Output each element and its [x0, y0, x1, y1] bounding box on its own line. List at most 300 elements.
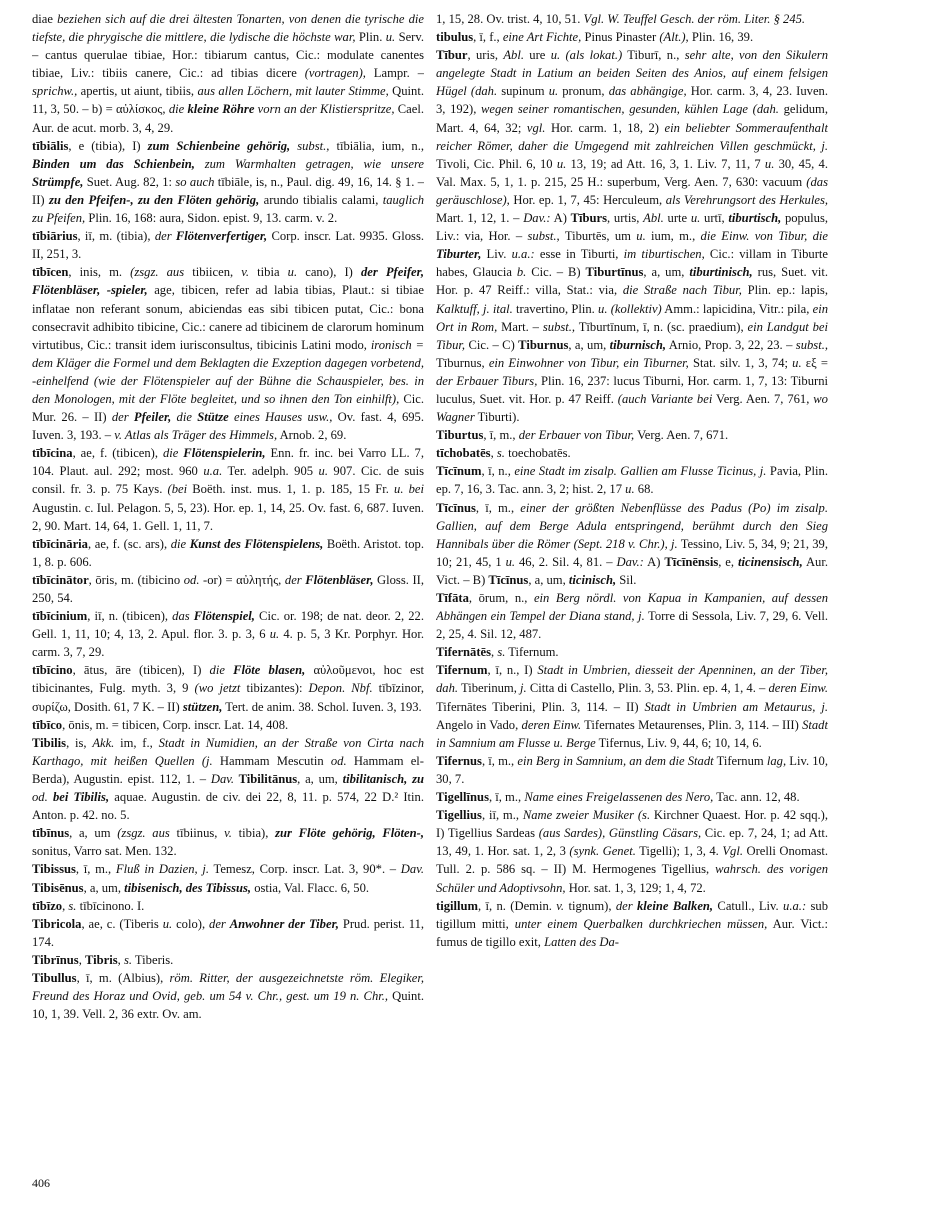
entry-text: Quint. 11, 3, 50. – b) = αὐλίσκος,: [32, 84, 424, 117]
entry-text: , is,: [66, 735, 93, 750]
entry-text: Plin.: [355, 30, 386, 45]
entry-text: , ī, m.,: [481, 753, 518, 768]
entry-headword: Tifernātēs: [436, 645, 492, 660]
entry-text: Catull., Liv.: [713, 898, 784, 913]
entry-text: toechobatēs.: [504, 446, 571, 461]
entry-text: (auch Variante bei: [617, 391, 713, 406]
entry-text: die Einw. von Tibur, die: [700, 229, 828, 244]
dictionary-entry: [436, 589, 828, 643]
entry-text: Tiberinum,: [458, 681, 521, 696]
entry-text: Name eines Freigelassenen des Nero,: [524, 790, 714, 805]
entry-headword: tībīco: [32, 717, 63, 732]
entry-text: Kalktuff, j. ital.: [436, 301, 513, 316]
entry-text: Citta di Castello, Plin. 3, 53. Plin. ep. 4, 1, 4. –: [526, 681, 769, 696]
dictionary-entry: [32, 661, 424, 715]
entry-text: der: [154, 229, 176, 244]
entry-text: , ī, m.,: [75, 862, 116, 877]
entry-text: diae: [32, 12, 58, 26]
entry-text: v.: [224, 826, 232, 841]
entry-text: deren Einw.: [768, 681, 828, 696]
entry-text: Vgl.: [722, 844, 743, 859]
entry-text: Tert. de anim. 38. Schol. Iuven. 3, 193.: [222, 699, 422, 714]
entry-text: s.: [496, 446, 505, 461]
entry-text: 907. Cic. de suis consil. fr. 3. p. 75 Kays.: [32, 464, 424, 497]
entry-headword: Tībur: [436, 48, 468, 63]
entry-text: Tifernum: [713, 753, 767, 768]
entry-text: 68.: [634, 482, 654, 497]
entry-text: Hammam Mescutin: [212, 753, 331, 768]
entry-text: vorn an der Klistierspritze,: [254, 102, 395, 117]
entry-text: Temesz, Corp. inscr. Lat. 3, 90*. –: [209, 862, 401, 877]
entry-text: sub tigillum mitti,: [436, 898, 828, 931]
entry-text: Liv. 10, 30, 7.: [436, 753, 828, 786]
entry-headword: tībīcināria: [32, 536, 88, 551]
entry-text: Liv.: [481, 247, 512, 262]
entry-text: , ae, c. (Tiberis: [81, 916, 163, 931]
entry-text: Serv. – cantus querulae tibiae, Hor.: tibiarum cantus, Cic.: modulate canentes tibiae, Liv.: tibiis canere, Cic.: ad tibias dicere: [32, 30, 424, 81]
right-column: [436, 10, 828, 1170]
entry-text: sprichw.,: [32, 84, 78, 99]
entry-text: tauglich zu Pfeifen,: [32, 192, 424, 226]
entry-headword: Tigellius: [436, 808, 482, 823]
entry-text: der: [284, 572, 306, 587]
entry-text: Tiburtīnus: [585, 265, 644, 280]
entry-text: Tivoli, Cic. Phil. 6, 10: [436, 156, 557, 171]
entry-headword: tībīcino: [32, 663, 73, 678]
entry-text: Tīburnus,: [436, 355, 489, 370]
entry-text: Torre di Sessola, Liv. 7, 29, 6. Vell. 2, 25, 4. Sil. 12, 487.: [436, 609, 828, 642]
entry-text: Tiburtēs, um: [559, 229, 637, 244]
dictionary-entry: [436, 28, 828, 46]
entry-text: Hor. carm. 1, 18, 2): [545, 120, 665, 135]
dictionary-entry: [32, 263, 424, 444]
entry-text: Tigelli); 1, 3, 4.: [635, 844, 723, 859]
dictionary-entry: [32, 10, 424, 137]
entry-text: ein Ort in Rom,: [436, 301, 828, 334]
entry-text: Dav.: [210, 771, 235, 786]
entry-headword: tībiārius: [32, 229, 78, 244]
entry-text: Stat. silv. 1, 3, 74;: [688, 355, 793, 370]
entry-headword: Tīcīnum: [436, 464, 482, 479]
entry-text: Tiburī, n.,: [622, 48, 685, 63]
entry-text: Tifernum.: [505, 645, 559, 660]
entry-text: Tac. ann. 12, 48.: [713, 790, 800, 805]
entry-text: subst.,: [527, 229, 560, 244]
entry-headword: Tifernus: [436, 753, 482, 768]
entry-text: unter einem Querbalken durchkriechen müssen,: [514, 916, 768, 931]
dictionary-entry: [436, 788, 828, 806]
entry-text: tībīcinono. I.: [76, 898, 145, 913]
entry-text: , iī, m. (tibia),: [77, 229, 155, 244]
dictionary-entry: [32, 915, 424, 951]
dictionary-entry: [32, 951, 424, 969]
entry-text: Plin. ep.: lapis,: [741, 283, 828, 298]
entry-headword: tībīcen: [32, 265, 69, 280]
entry-text: Tiburnus: [518, 337, 569, 352]
entry-text: u.: [269, 627, 280, 642]
entry-text: Sil.: [616, 572, 637, 587]
dictionary-entry: [436, 10, 828, 28]
entry-text: subst.,: [290, 138, 330, 153]
entry-text: u.: [162, 916, 173, 931]
entry-text: die Straße nach Tibur,: [622, 283, 742, 298]
dictionary-entry: [436, 752, 828, 788]
entry-text: , urtis,: [607, 211, 644, 226]
entry-text: εξ =: [801, 355, 828, 370]
entry-text: 1, 15, 28. Ov. trist. 4, 10, 51.: [436, 12, 584, 26]
entry-text: ,: [78, 952, 85, 967]
entry-text: im, f.,: [114, 735, 159, 750]
entry-text: , a, um,: [528, 572, 569, 587]
entry-headword: tībīcinium: [32, 609, 88, 624]
entry-text: , uris,: [467, 48, 504, 63]
entry-text: (bei: [167, 482, 188, 497]
entry-text: A): [550, 211, 571, 226]
entry-text: die: [209, 663, 234, 678]
dictionary-entry: [436, 426, 828, 444]
dictionary-entry: [436, 46, 828, 426]
entry-text: Plin. 16, 168: aura, Sidon. epist. 9, 13. carm. v. 2.: [85, 211, 338, 226]
entry-text: ironisch = dem Kläger die Formel und dem Beklagten die Exzeption dagegen vorbetend, -einhelfend (wie der Flötenspieler auf der Bühne die Schauspieler, bes. in den Monologen, mit der Flöte begleitet, und so ihnen den Ton einhilft),: [32, 337, 424, 406]
entry-text: Tifernātes Tiberini, Plin. 3, 114. – II): [436, 699, 645, 714]
dictionary-entry: [436, 462, 828, 498]
entry-text: tibia: [249, 265, 288, 280]
entry-headword: Tibullus: [32, 970, 77, 985]
entry-text: ein Berg nördl. von Kapua in Kampanien, auf dessen Abhängen ein Tempel der Diana stand, j.: [436, 591, 828, 624]
entry-text: wo Wagner: [436, 391, 828, 425]
entry-text: rus, Suet. vit. Hor. p. 47 Reiff.: villa, Stat.: via,: [436, 265, 828, 298]
entry-text: Boëth. inst. mus. 1, 1. p. 185, 15 Fr.: [187, 482, 395, 497]
entry-text: u.: [792, 355, 802, 370]
dictionary-entry: [32, 444, 424, 534]
entry-text: supinum: [497, 84, 549, 99]
entry-text: Plin. 16, 39.: [688, 30, 754, 45]
left-column: [32, 10, 424, 1170]
entry-text: (vortragen),: [304, 66, 366, 81]
entry-text: bei Tibilis,: [47, 790, 110, 805]
entry-text: Binden um das Schienbein,: [32, 156, 195, 171]
entry-text: , ae, f. (tibicen),: [72, 446, 163, 461]
dictionary-entry: [32, 734, 424, 824]
entry-text: subst.,: [542, 319, 576, 334]
entry-text: Pfeiler,: [133, 410, 172, 425]
entry-text: als Verehrungsort des Herkules,: [665, 192, 828, 207]
dictionary-entry: [436, 806, 828, 896]
entry-text: so auch: [175, 174, 215, 189]
entry-text: Strümpfe,: [32, 174, 84, 189]
entry-text: die: [168, 102, 188, 117]
entry-text: , ī, m. (Albius),: [76, 970, 170, 985]
entry-text: urtī,: [700, 211, 729, 226]
dictionary-entry: [32, 824, 424, 860]
entry-text: vgl.: [526, 120, 546, 135]
entry-text: Stadt in Samnium am Flusse u. Berge: [436, 717, 828, 750]
entry-text: ticinensisch,: [737, 554, 803, 569]
entry-text: , ī, m.,: [488, 790, 525, 805]
entry-text: u.: [505, 554, 516, 569]
entry-headword: Tifernum: [436, 663, 488, 678]
dictionary-entry: [32, 137, 424, 227]
entry-text: Tīburs: [570, 211, 608, 226]
entry-text: Tifernates Metaurenses, Plin. 3, 114. – III): [581, 717, 803, 732]
entry-text: der: [111, 410, 134, 425]
entry-text: od.: [330, 753, 347, 768]
dictionary-entry: [32, 227, 424, 263]
entry-text: , ī, n.,: [481, 464, 515, 479]
entry-text: , ōris, m. (tibicino: [88, 572, 184, 587]
entry-text: wegen seiner romantischen, gesunden, kühlen Lage (dah.: [481, 102, 779, 117]
entry-text: zum Schienbeine gehörig,: [147, 138, 291, 153]
entry-text: Akk.: [92, 735, 115, 750]
entry-text: Aur. Vict.: fumus de tigillo exit,: [436, 916, 828, 949]
entry-text: Ter. adelph. 905: [222, 464, 319, 479]
entry-text: tibizantes):: [240, 681, 309, 696]
entry-text: od.: [183, 572, 200, 587]
entry-text: , iī, m.,: [481, 808, 523, 823]
entry-text: tībiāle, is, n., Paul. dig. 49, 16, 14. § 1. – II): [32, 174, 424, 207]
entry-text: , ī, n. (Demin.: [477, 898, 557, 913]
entry-text: gelidum, Mart. 4, 64, 32;: [436, 102, 828, 135]
entry-text: u.a.: [203, 464, 223, 479]
page-number: 406: [32, 1176, 50, 1190]
entry-text: u.: [287, 265, 298, 280]
entry-text: Dav.:: [523, 211, 551, 226]
entry-text: Tibris: [84, 952, 118, 967]
entry-text: Flötenbläser,: [305, 572, 374, 587]
entry-text: das abhängige,: [608, 84, 687, 99]
entry-text: 30, 45, 4. Val. Max. 5, 1, 1. p. 215, 25 H.: superbum, Verg. Aen. 7, 630: vacuum: [436, 156, 828, 189]
entry-text: (aus Sardes), Günstling Cäsars,: [538, 826, 702, 841]
entry-text: , a, um,: [297, 771, 343, 786]
dictionary-entry: [32, 535, 424, 571]
entry-text: Corp. inscr. Lat. 9935. Gloss. II, 251, 3.: [32, 229, 424, 262]
entry-text: b.: [516, 265, 527, 280]
entry-text: Plin. 16, 237: lucus Tiburni, Hor. carm. 1, 7, 13: Tiburni luculus, Suet. vit. Hor. p. 47 Reiff.: [436, 373, 828, 406]
entry-text: v. Atlas als Träger des Himmels,: [114, 428, 278, 443]
entry-text: , ōnis, m. = tibicen, Corp. inscr. Lat. 14, 408.: [62, 717, 289, 732]
entry-text: der Erbauer von Tibur,: [518, 428, 635, 443]
entry-text: Mart. 1, 12, 1. –: [436, 211, 524, 226]
entry-text: populus, Liv.: via, Hor. –: [436, 211, 828, 244]
entry-text: urte: [663, 211, 691, 226]
entry-text: die: [171, 410, 198, 425]
dictionary-entry: [32, 860, 424, 896]
entry-text: sonitus, Varro sat. Men. 132.: [32, 844, 177, 859]
entry-text: aus allen Löchern, mit lauter Stimme,: [197, 84, 389, 99]
entry-text: u.: [764, 156, 775, 171]
entry-text: Boëth. Aristot. top. 1, 8. p. 606.: [32, 536, 424, 569]
entry-text: u.: [625, 482, 635, 497]
entry-text: beziehen sich auf die drei ältesten Tonarten, von denen die tyrische die tiefste, die phrygische die mittlere, die lydische die höchste war,: [32, 12, 424, 45]
entry-text: , ātus, āre (tibicen), I): [72, 663, 210, 678]
dictionary-entry: [32, 571, 424, 607]
entry-headword: Tibilis: [32, 735, 67, 750]
entry-text: u. (als lokat.): [550, 48, 623, 63]
entry-text: j.: [520, 681, 527, 696]
entry-text: Flöte blasen,: [233, 663, 306, 678]
entry-text: Arnob. 2, 69.: [277, 428, 347, 443]
entry-text: Flötenverfertiger,: [175, 229, 268, 244]
entry-text: Aur. Vict. – B): [436, 554, 828, 587]
entry-text: Latten des Da-: [544, 934, 619, 949]
entry-headword: tībīnus: [32, 826, 70, 841]
entry-headword: tigillum: [436, 898, 478, 913]
entry-text: v.: [241, 265, 250, 280]
entry-text: sehr alte, von den Sikulern angelegte Stadt in Latium an beiden Seiten des Anios, auf einem felsigen Hügel (dah.: [436, 48, 828, 99]
entry-text: Arnio, Prop. 3, 22, 23. –: [666, 337, 796, 352]
entry-text: wahrsch. des vorigen Schüler und Adoptivsohn,: [436, 862, 828, 895]
entry-text: -or) = αὐλητής,: [199, 572, 285, 587]
entry-text: apertis, ut aiunt, tibiis,: [77, 84, 198, 99]
entry-text: aquae. Augustin. de civ. dei 22, 8, 11. p. 574, 22 D.² Itin. Anton. p. 42. no. 5.: [32, 790, 424, 823]
entry-text: tiburnisch,: [609, 337, 667, 352]
entry-text: ticinisch,: [568, 572, 617, 587]
dictionary-entry: [436, 643, 828, 661]
entry-text: Tiburti).: [474, 410, 520, 425]
entry-text: u.: [690, 211, 701, 226]
entry-text: Depon. Nbf.: [308, 681, 373, 696]
entry-text: Tiburter,: [436, 247, 482, 262]
entry-text: , a, um: [69, 826, 118, 841]
dictionary-entry: [436, 897, 828, 951]
entry-text: u.a.:: [511, 247, 535, 262]
entry-text: Cic. – C): [465, 337, 519, 352]
entry-text: Hor. ep. 1, 7, 45: Herculeum,: [509, 192, 666, 207]
dictionary-entry: [32, 969, 424, 1023]
entry-text: od.: [32, 790, 48, 805]
entry-text: Lampr. –: [365, 66, 424, 81]
entry-text: im tiburtischen,: [623, 247, 705, 262]
entry-text: (zsgz. aus: [130, 265, 185, 280]
entry-text: tībīzinor, συρίζω, Dosith. 61, 7 K. – II): [32, 681, 424, 714]
entry-text: Mart. –: [497, 319, 543, 334]
entry-text: (zsgz. aus: [117, 826, 170, 841]
entry-text: eine Art Fichte,: [502, 30, 582, 45]
entry-text: Vgl. W. Teuffel Gesch. der röm. Liter. § 245.: [583, 12, 806, 26]
entry-text: Cic. ep. 7, 24, 1; ad Att. 13, 49, 1. Hor. sat. 1, 2, 3: [436, 826, 828, 859]
entry-text: Prud. perist. 11, 174.: [32, 916, 424, 949]
entry-headword: Tibrīnus: [32, 952, 79, 967]
entry-text: colo),: [172, 916, 210, 931]
entry-text: u.: [385, 30, 396, 45]
entry-text: , iī, n. (tibicen),: [87, 609, 173, 624]
entry-text: Suet. Aug. 82, 1:: [83, 174, 176, 189]
entry-text: Cic. or. 198; de nat. deor. 2, 22. Gell. 1, 11, 10; 4, 13, 2. Apul. flor. 3. p. 3, 6: [32, 609, 424, 642]
entry-text: s.: [68, 898, 77, 913]
entry-text: tībiālia, ium, n.,: [329, 138, 424, 153]
entry-text: Abl.: [643, 211, 664, 226]
entry-text: esse in Tiburti,: [534, 247, 624, 262]
entry-text: Tessino, Liv. 5, 34, 9; 21, 39, 10; 21, 45, 1: [436, 536, 828, 569]
entry-text: ostia, Val. Flacc. 6, 50.: [251, 880, 370, 895]
entry-text: Tifernus, Liv. 9, 44, 6; 10, 14, 6.: [595, 735, 762, 750]
entry-text: Gloss. II, 250, 54.: [32, 572, 424, 605]
entry-text: Verg. Aen. 7, 671.: [634, 428, 729, 443]
entry-headword: Tibissus: [32, 862, 76, 877]
entry-headword: tībīcina: [32, 446, 73, 461]
entry-text: Angelo in Vado,: [436, 717, 522, 732]
entry-text: (wo jetzt: [194, 681, 241, 696]
entry-text: tiburtinisch,: [689, 265, 753, 280]
entry-text: Hor. sat. 1, 3, 129; 1, 4, 72.: [565, 880, 706, 895]
entry-text: u.: [318, 464, 328, 479]
entry-text: stützen,: [182, 699, 223, 714]
entry-text: u.: [548, 84, 559, 99]
entry-text: Pavia, Plin. ep. 7, 16, 3. Tac. ann. 3, 2; hist. 2, 17: [436, 464, 828, 497]
entry-text: A): [643, 554, 665, 569]
entry-text: arundo tibialis calami,: [259, 192, 383, 207]
entry-text: tibisenisch, des Tibissus,: [124, 880, 252, 895]
entry-headword: tibulus: [436, 30, 474, 45]
entry-text: ein Berg in Samnium, an dem die Stadt: [517, 753, 714, 768]
entry-text: einer der größten Nebenflüsse des Padus (Po) im zisalp. Gallien, auf dem Berge Adula entspringend, berühmt durch den Sieg Hannibals über die Römer (Sept. 218 v. Chr.), j.: [436, 500, 828, 551]
entry-text: v.: [556, 898, 565, 913]
entry-text: der: [615, 898, 637, 913]
entry-text: , ae, f. (sc. ars),: [87, 536, 171, 551]
entry-text: zu den Pfeifen-, zu den Flöten gehörig,: [48, 192, 260, 207]
entry-text: kleine Balken,: [637, 898, 714, 913]
entry-text: ein beliebter Sommeraufenthalt reicher Römer, daher die Umgegend mit zahlreichen Villen geschmückt, j.: [436, 120, 828, 153]
entry-text: Enn. fr. inc. bei Varro LL. 7, 104. Plaut. aul. 292; most. 960: [32, 446, 424, 479]
entry-text: tignum),: [564, 898, 616, 913]
entry-text: , ī, m.,: [483, 428, 519, 443]
entry-text: (Alt.),: [659, 30, 689, 45]
entry-text: (synk. Genet.: [569, 844, 636, 859]
entry-text: der: [209, 916, 230, 931]
entry-text: s.: [123, 952, 133, 967]
entry-text: Pinus Pinaster: [581, 30, 660, 45]
entry-text: (das geräuschlose),: [436, 174, 828, 207]
entry-text: , ī, f.,: [473, 30, 503, 45]
entry-text: die: [170, 536, 190, 551]
entry-text: u. bei: [394, 482, 424, 497]
entry-text: travertino, Plin.: [512, 301, 599, 316]
entry-headword: tīchobatēs: [436, 446, 491, 461]
entry-text: , a, um,: [568, 337, 610, 352]
entry-text: u.: [556, 156, 567, 171]
entry-text: s.: [497, 645, 506, 660]
entry-text: Dav.:: [616, 554, 644, 569]
entry-text: der Erbauer Tiburs,: [436, 373, 538, 388]
entry-text: ein Landgut bei Tibur,: [436, 319, 828, 352]
entry-text: , a, um,: [83, 880, 125, 895]
entry-text: Verg. Aen. 7, 761,: [712, 391, 814, 406]
entry-text: Stütze: [197, 410, 229, 425]
entry-text: ,: [491, 645, 498, 660]
entry-text: ,: [117, 952, 124, 967]
entry-text: Stadt in Umbrien am Metaurus, j.: [644, 699, 828, 714]
entry-text: Cic. – B): [526, 265, 586, 280]
entry-text: Flötenspiel,: [193, 609, 255, 624]
entry-text: u.: [636, 229, 646, 244]
entry-text: tiburtisch,: [728, 211, 782, 226]
entry-text: , e,: [718, 554, 738, 569]
entry-text: Tīburtīnum, ī, n. (sc. praedium),: [575, 319, 748, 334]
entry-text: Tiberis.: [132, 952, 174, 967]
entry-headword: Tigellīnus: [436, 790, 489, 805]
entry-text: , a, um,: [643, 265, 690, 280]
entry-text: zur Flöte gehörig, Flöten-,: [275, 826, 424, 841]
entry-text: subst.,: [795, 337, 828, 352]
entry-text: Stadt in Umbrien, diesseit der Apenninen, an der Tiber, dah.: [436, 663, 828, 696]
entry-text: Ov. fast. 4, 695. Iuven. 3, 193. –: [32, 410, 424, 443]
entry-text: u. (kollektiv): [598, 301, 662, 316]
entry-text: Tīcīnēnsis: [664, 554, 719, 569]
entry-text: lag,: [766, 753, 787, 768]
entry-text: zum Warmhalten getragen, wie unsere: [194, 156, 424, 171]
dictionary-entry: [436, 444, 828, 462]
entry-text: 46, 2. Sil. 4, 81. –: [515, 554, 617, 569]
